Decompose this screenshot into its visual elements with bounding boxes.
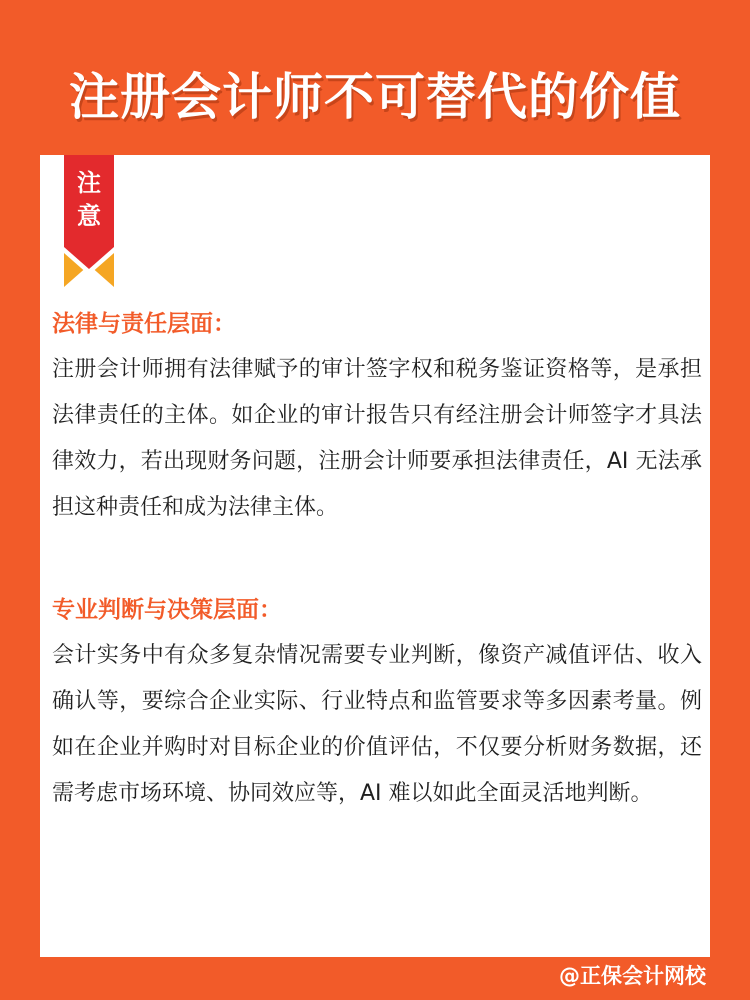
section-body: 会计实务中有众多复杂情况需要专业判断，像资产减值评估、收入确认等，要综合企业实际、行业特点和监管要求等多因素考量。例如在企业并购时对目标企业的价值评估，不仅要分析财务数据，还需考虑市场环境、协同效应等，AI 难以如此全面灵活地判断。 xyxy=(52,643,702,806)
note-tag-label xyxy=(64,167,114,233)
footer-brand: @正保会计网校 xyxy=(559,964,706,988)
page-title: 注册会计师不可替代的价值 xyxy=(69,68,681,126)
section-heading: 专业判断与决策层面： xyxy=(52,597,282,623)
note-tag-char-1: 注 xyxy=(77,169,101,197)
content-card xyxy=(40,155,710,957)
note-tag-char-2: 意 xyxy=(77,202,101,230)
section-legal xyxy=(52,307,702,531)
section-heading: 法律与责任层面： xyxy=(52,311,236,337)
note-tag xyxy=(64,155,114,287)
section-body: 注册会计师拥有法律赋予的审计签字权和税务鉴证资格等，是承担法律责任的主体。如企业的审计报告只有经注册会计师签字才具法律效力，若出现财务问题，注册会计师要承担法律责任，AI 无法承担这种责任和成为法律主体。 xyxy=(52,357,702,520)
section-judgment xyxy=(52,593,702,817)
